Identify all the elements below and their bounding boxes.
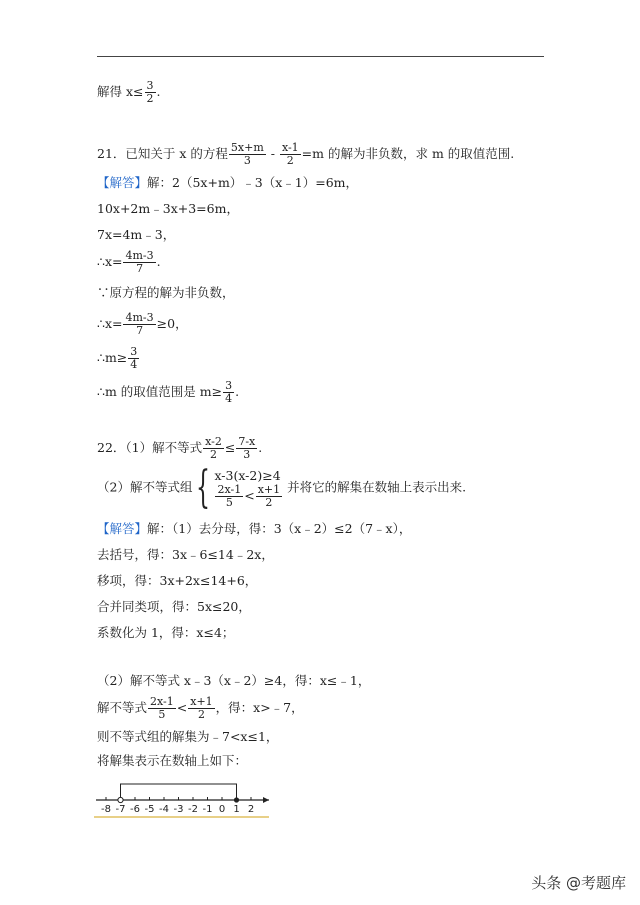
question-22-part-1: 22．（1）解不等式 $\frac{x-2}{2}$ ≤ $\frac{7-x}{3}$ . [97,435,263,461]
question-22-part-2: （2）解不等式组{ x-3(x-2)≥4 $\frac{2x-1}{5}$ < $\frac{x+1}{2}$ 并将它的解集在数轴上表示出来. [97,462,467,513]
question-21: 21．已知关于 x 的方程 $\frac{5x+m}{3}$ - $\frac{x-1}{2}$ =m 的解为非负数，求 m 的取值范围. [97,141,515,167]
answer-21-line-8: ∴m 的取值范围是 m≥ $\frac{3}{4}$ . [97,379,240,405]
tick-label: -7 [115,804,126,815]
answer-22-line-2: 去括号，得：3x﹣6≤14﹣2x， [97,547,274,562]
answer-21-line-6: ∴x= $\frac{4m-3}{7}$ ≥0， [97,311,188,337]
answer-22-line-3: 移项，得：3x+2x≤14+6， [97,573,258,588]
result-line-prev: 解得 x≤ $\frac{3}{2}$ . [97,79,161,105]
answer-21-line-7: ∴m≥ $\frac{3}{4}$ [97,345,138,371]
answer-22-line-5: 系数化为 1，得：x≤4； [97,625,235,640]
result-text: 解得 x≤ [97,84,144,99]
axis-arrow [263,797,269,803]
tick-label: -2 [188,804,198,815]
answer-22-line-4: 合并同类项，得：5x≤20， [97,599,251,614]
answer-22-line-9: 将解集表示在数轴上如下： [97,753,248,768]
fraction: $\frac{x-2}{2}$ [205,435,222,461]
fraction: $\frac{5x+m}{3}$ [230,141,264,167]
answer-22-line-6: （2）解不等式 x﹣3（x﹣2）≥4，得：x≤﹣1， [97,673,371,688]
answer-21-line-4: ∴x= $\frac{4m-3}{7}$ . [97,249,161,275]
fraction: $\frac{3}{4}$ [130,345,138,371]
answer-22-line-1: 【解答】解：（1）去分母，得：3（x﹣2）≤2（7﹣x）， [97,521,412,536]
tick-label: -5 [144,804,155,815]
closed-point [234,797,239,802]
fraction: $\frac{x-1}{2}$ [281,141,299,167]
fraction: $\frac{3}{4}$ [225,379,233,405]
answer-21-line-5: ∵原方程的解为非负数， [97,285,235,300]
inequality-system: x-3(x-2)≥4 $\frac{2x-1}{5}$ < $\frac{x+1}{2}$ [214,467,281,509]
fraction: $\frac{3}{2}$ [146,79,154,105]
answer-22-line-7: 解不等式 $\frac{2x-1}{5}$ < $\frac{x+1}{2}$ ，得：x>﹣7， [97,695,304,721]
tick-label: 0 [218,804,226,815]
tick-label: -8 [101,804,111,815]
answer-22-line-8: 则不等式组的解集为﹣7<x≤1， [97,729,279,744]
fraction: $\frac{4m-3}{7}$ [125,311,154,337]
answer-tag: 【解答】 [97,521,148,536]
answer-21-line-1: 【解答】解：2（5x+m）﹣3（x﹣1）=6m， [97,175,359,190]
answer-21-line-3: 7x=4m﹣3， [97,227,176,242]
number-line [94,778,284,820]
tick-label: -1 [202,804,213,815]
answer-tag: 【解答】 [97,175,148,190]
watermark: 头条 @考题库 [531,874,626,892]
open-point [118,797,123,802]
tick-label: 1 [233,804,240,815]
tick-label: -4 [159,804,169,815]
header-rule [97,56,544,57]
answer-21-line-2: 10x+2m﹣3x+3=6m， [97,201,239,216]
tick-label: -3 [173,804,184,815]
fraction: $\frac{7-x}{3}$ [238,435,256,461]
fraction: $\frac{2x-1}{5}$ [150,695,174,721]
tick-label: -6 [130,804,140,815]
fraction: $\frac{x+1}{2}$ [190,695,213,721]
system-brace: { [196,462,211,513]
tick-label: 2 [247,804,255,815]
fraction: $\frac{4m-3}{7}$ [125,249,154,275]
